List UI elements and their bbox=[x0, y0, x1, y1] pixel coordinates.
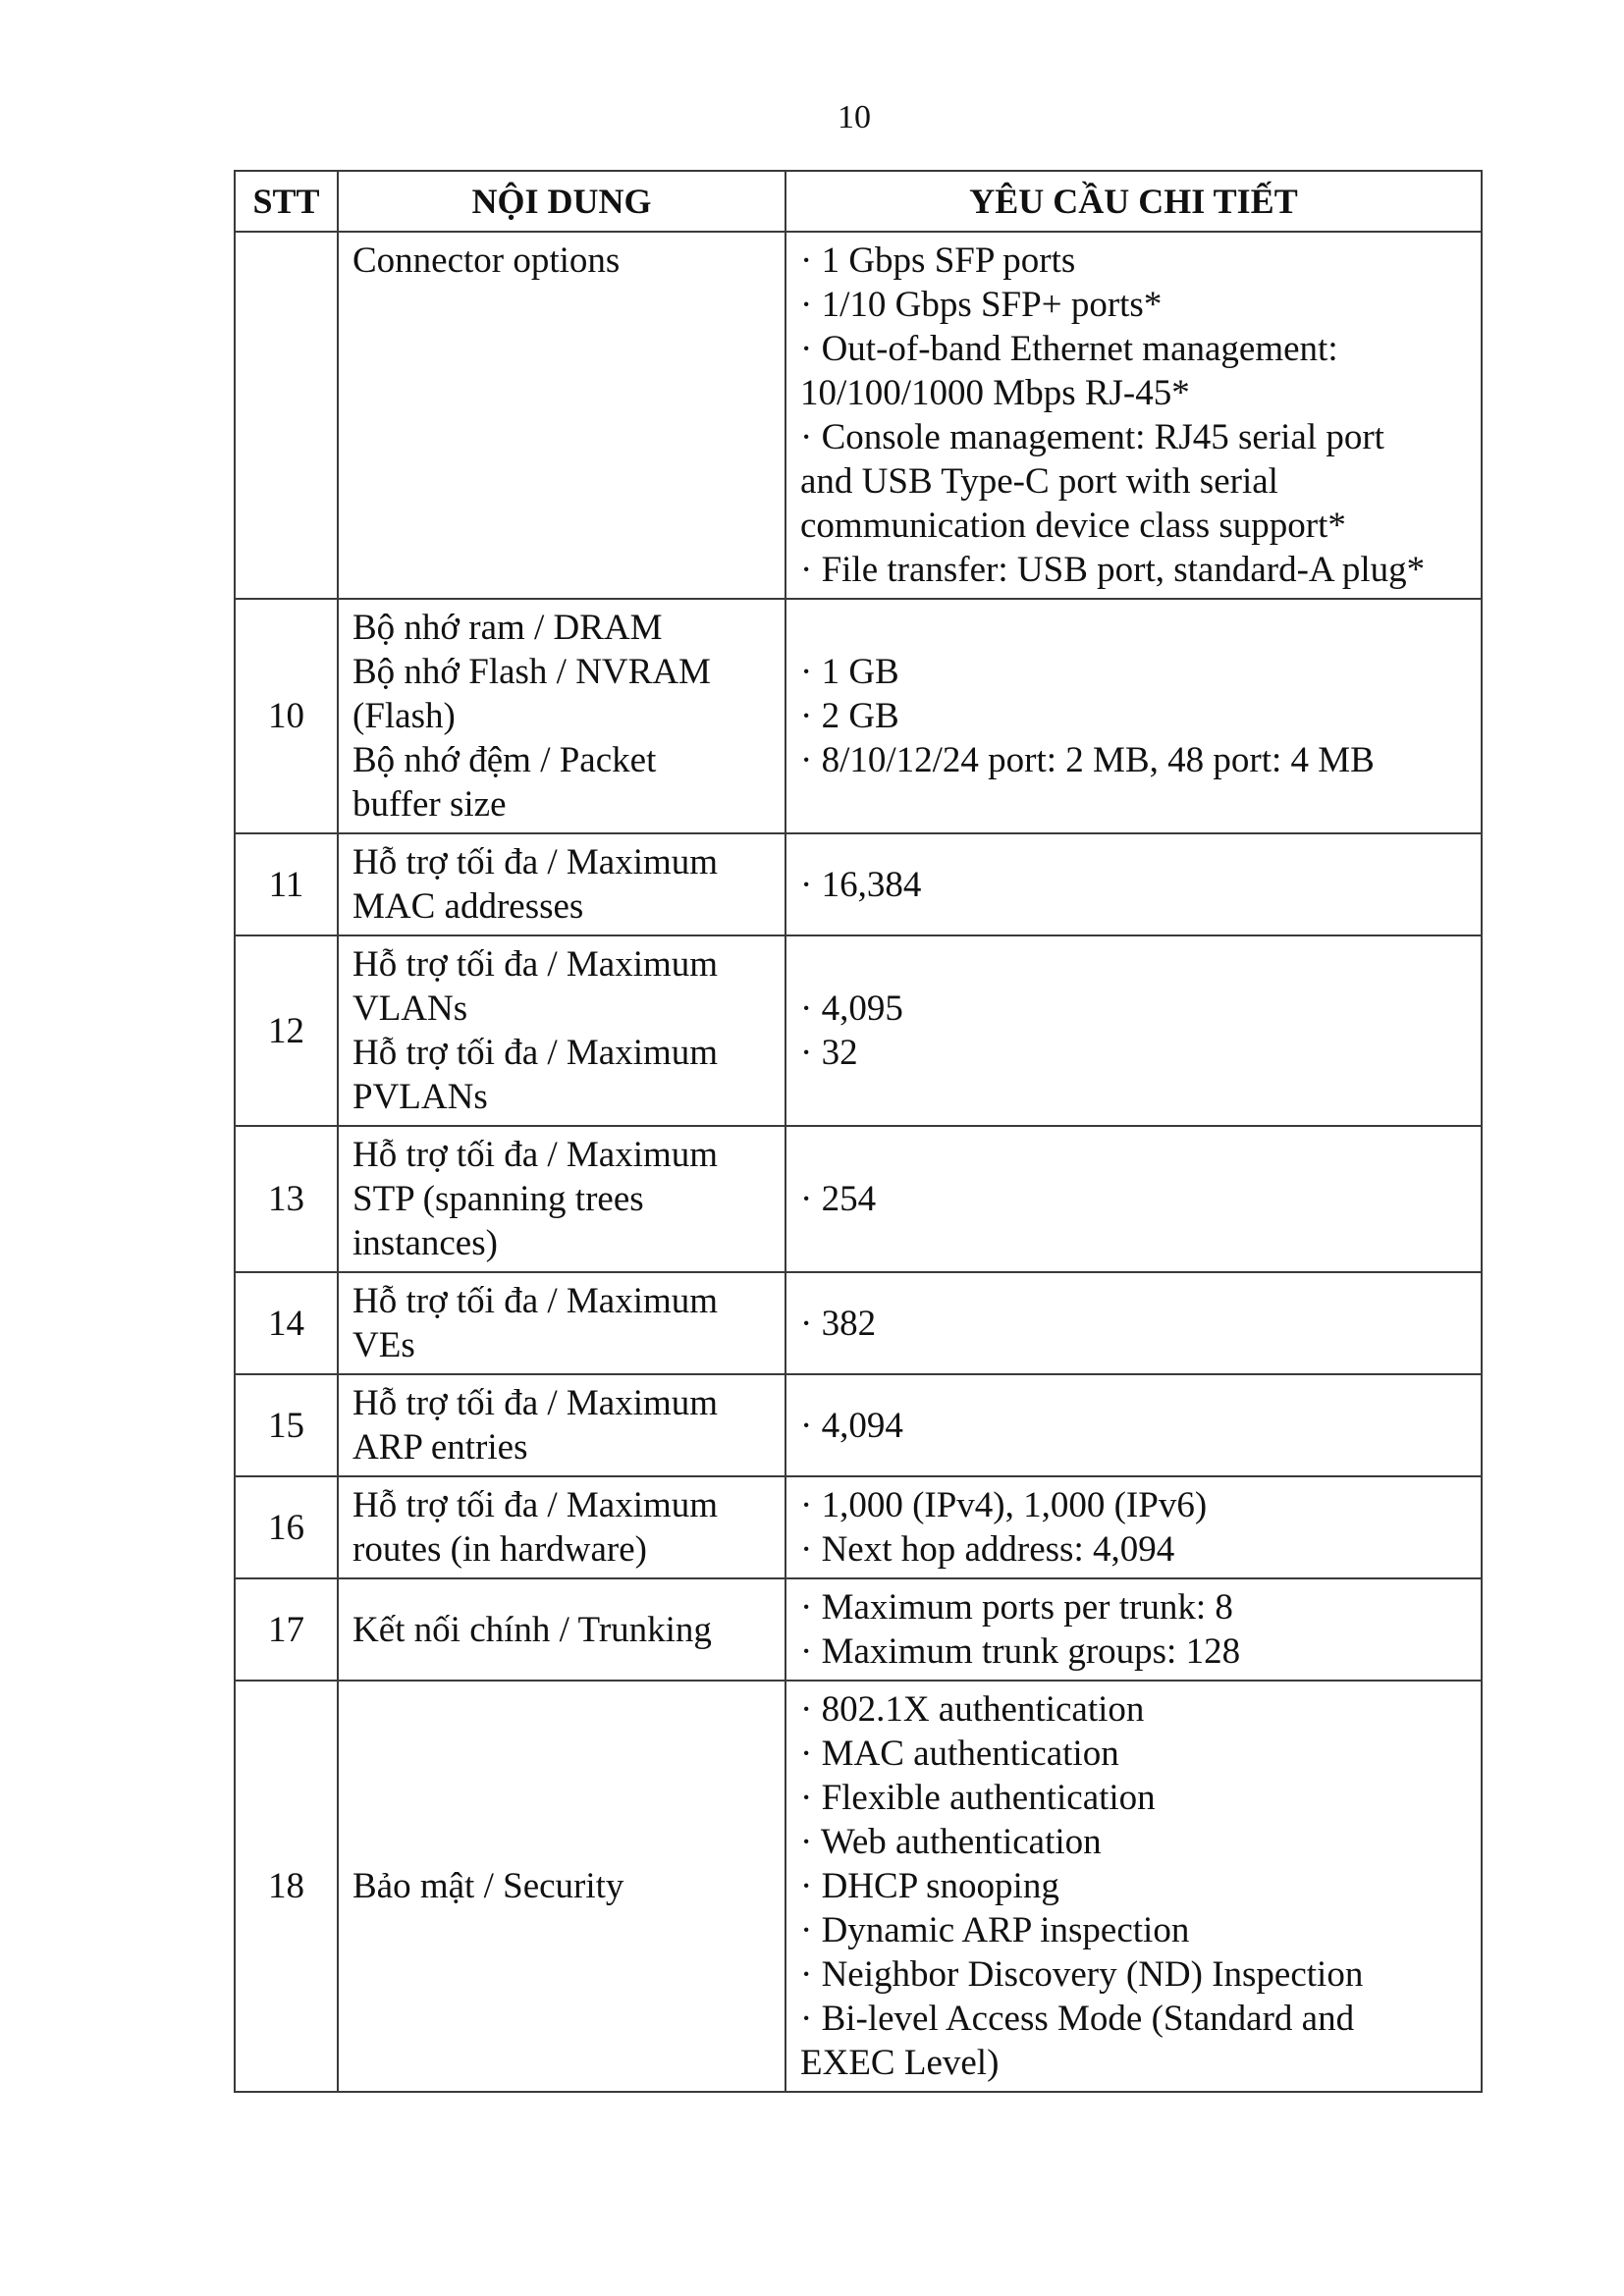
header-stt: STT bbox=[235, 171, 338, 232]
table-body bbox=[235, 232, 1482, 2092]
content-line: routes (in hardware) bbox=[352, 1529, 647, 1570]
content-line: PVLANs bbox=[352, 1077, 488, 1117]
content-line: buffer size bbox=[352, 784, 507, 825]
content-line: Hỗ trợ tối đa / Maximum bbox=[352, 1383, 719, 1423]
row-requirements bbox=[785, 599, 1482, 833]
requirement-line: · 1 GB bbox=[800, 652, 899, 692]
row-stt: 15 bbox=[235, 1374, 338, 1476]
content-line: Hỗ trợ tối đa / Maximum bbox=[352, 1135, 719, 1175]
row-stt: 11 bbox=[235, 833, 338, 935]
content-line: VLANs bbox=[352, 988, 468, 1029]
row-requirements bbox=[785, 1681, 1482, 2092]
requirement-line: · MAC authentication bbox=[800, 1734, 1119, 1774]
row-stt: 18 bbox=[235, 1681, 338, 2092]
content-line: Hỗ trợ tối đa / Maximum bbox=[352, 842, 719, 882]
table-row bbox=[235, 232, 1482, 599]
row-content bbox=[338, 1578, 785, 1681]
requirement-line: · Next hop address: 4,094 bbox=[800, 1529, 1175, 1570]
requirement-line: · Bi-level Access Mode (Standard and bbox=[800, 1999, 1355, 2039]
requirement-line: · Flexible authentication bbox=[800, 1778, 1156, 1818]
content-line: Bộ nhớ đệm / Packet bbox=[352, 740, 657, 780]
row-content bbox=[338, 1476, 785, 1578]
content-line: ARP entries bbox=[352, 1427, 528, 1468]
requirement-line: and USB Type-C port with serial bbox=[800, 461, 1278, 502]
requirement-line: · Neighbor Discovery (ND) Inspection bbox=[800, 1954, 1364, 1995]
row-requirements bbox=[785, 1476, 1482, 1578]
content-line: Hỗ trợ tối đa / Maximum bbox=[352, 1281, 719, 1321]
requirement-line: · 802.1X authentication bbox=[800, 1689, 1145, 1730]
row-content bbox=[338, 599, 785, 833]
requirement-line: · 4,094 bbox=[800, 1405, 903, 1446]
requirement-line: · 4,095 bbox=[800, 988, 903, 1029]
row-stt: 10 bbox=[235, 599, 338, 833]
requirement-line: communication device class support* bbox=[800, 506, 1346, 546]
requirement-line: · 1,000 (IPv4), 1,000 (IPv6) bbox=[800, 1485, 1208, 1525]
requirement-line: · 16,384 bbox=[800, 864, 922, 905]
content-line: instances) bbox=[352, 1223, 498, 1263]
requirement-line: · 1 Gbps SFP ports bbox=[800, 240, 1076, 281]
requirement-line: · 382 bbox=[800, 1303, 877, 1344]
row-requirements bbox=[785, 232, 1482, 599]
row-stt: 14 bbox=[235, 1272, 338, 1374]
content-line: STP (spanning trees bbox=[352, 1179, 644, 1219]
spec-table bbox=[234, 170, 1483, 2093]
content-line: Hỗ trợ tối đa / Maximum bbox=[352, 944, 719, 985]
row-stt: 17 bbox=[235, 1578, 338, 1681]
row-content bbox=[338, 1681, 785, 2092]
requirement-line: · Out-of-band Ethernet management: bbox=[800, 329, 1338, 369]
requirement-line: · Maximum trunk groups: 128 bbox=[800, 1631, 1241, 1672]
row-stt: 16 bbox=[235, 1476, 338, 1578]
content-line: VEs bbox=[352, 1325, 415, 1365]
content-line: Bộ nhớ Flash / NVRAM bbox=[352, 652, 711, 692]
content-line: Kết nối chính / Trunking bbox=[352, 1609, 712, 1650]
content-line: MAC addresses bbox=[352, 886, 584, 927]
row-stt: 12 bbox=[235, 935, 338, 1126]
content-line: Hỗ trợ tối đa / Maximum bbox=[352, 1033, 719, 1073]
requirement-line: · Console management: RJ45 serial port bbox=[800, 417, 1384, 457]
table-row bbox=[235, 1126, 1482, 1272]
requirement-line: · Maximum ports per trunk: 8 bbox=[800, 1587, 1233, 1628]
requirement-line: · DHCP snooping bbox=[800, 1866, 1059, 1906]
row-requirements bbox=[785, 833, 1482, 935]
requirement-line: · Web authentication bbox=[800, 1822, 1102, 1862]
table-row bbox=[235, 599, 1482, 833]
row-requirements bbox=[785, 1126, 1482, 1272]
row-content bbox=[338, 1374, 785, 1476]
requirement-line: · 2 GB bbox=[800, 696, 899, 736]
table-row bbox=[235, 833, 1482, 935]
header-requirements: YÊU CẦU CHI TIẾT bbox=[785, 171, 1482, 232]
table-row bbox=[235, 1476, 1482, 1578]
content-line: Hỗ trợ tối đa / Maximum bbox=[352, 1485, 719, 1525]
row-content bbox=[338, 1126, 785, 1272]
table-row bbox=[235, 935, 1482, 1126]
table-header-row bbox=[235, 171, 1482, 232]
row-content bbox=[338, 232, 785, 599]
requirement-line: · 254 bbox=[800, 1179, 877, 1219]
row-content bbox=[338, 935, 785, 1126]
row-stt: 13 bbox=[235, 1126, 338, 1272]
row-content bbox=[338, 1272, 785, 1374]
row-requirements bbox=[785, 1578, 1482, 1681]
table-row bbox=[235, 1272, 1482, 1374]
content-line: Connector options bbox=[352, 240, 621, 281]
row-requirements bbox=[785, 935, 1482, 1126]
content-line: Bảo mật / Security bbox=[352, 1866, 624, 1906]
row-content bbox=[338, 833, 785, 935]
requirement-line: · 32 bbox=[800, 1033, 858, 1073]
row-requirements bbox=[785, 1374, 1482, 1476]
header-content: NỘI DUNG bbox=[338, 171, 785, 232]
table-row bbox=[235, 1578, 1482, 1681]
requirement-line: 10/100/1000 Mbps RJ-45* bbox=[800, 373, 1190, 413]
content-line: (Flash) bbox=[352, 696, 456, 736]
requirement-line: EXEC Level) bbox=[800, 2043, 1000, 2083]
page-number: 10 bbox=[838, 99, 871, 135]
requirement-line: · 1/10 Gbps SFP+ ports* bbox=[800, 285, 1163, 325]
table-row bbox=[235, 1374, 1482, 1476]
row-stt bbox=[235, 232, 338, 599]
requirement-line: · File transfer: USB port, standard-A plug* bbox=[800, 550, 1426, 590]
requirement-line: · Dynamic ARP inspection bbox=[800, 1910, 1190, 1950]
table-row bbox=[235, 1681, 1482, 2092]
content-line: Bộ nhớ ram / DRAM bbox=[352, 608, 663, 648]
requirement-line: · 8/10/12/24 port: 2 MB, 48 port: 4 MB bbox=[800, 740, 1375, 780]
row-requirements bbox=[785, 1272, 1482, 1374]
